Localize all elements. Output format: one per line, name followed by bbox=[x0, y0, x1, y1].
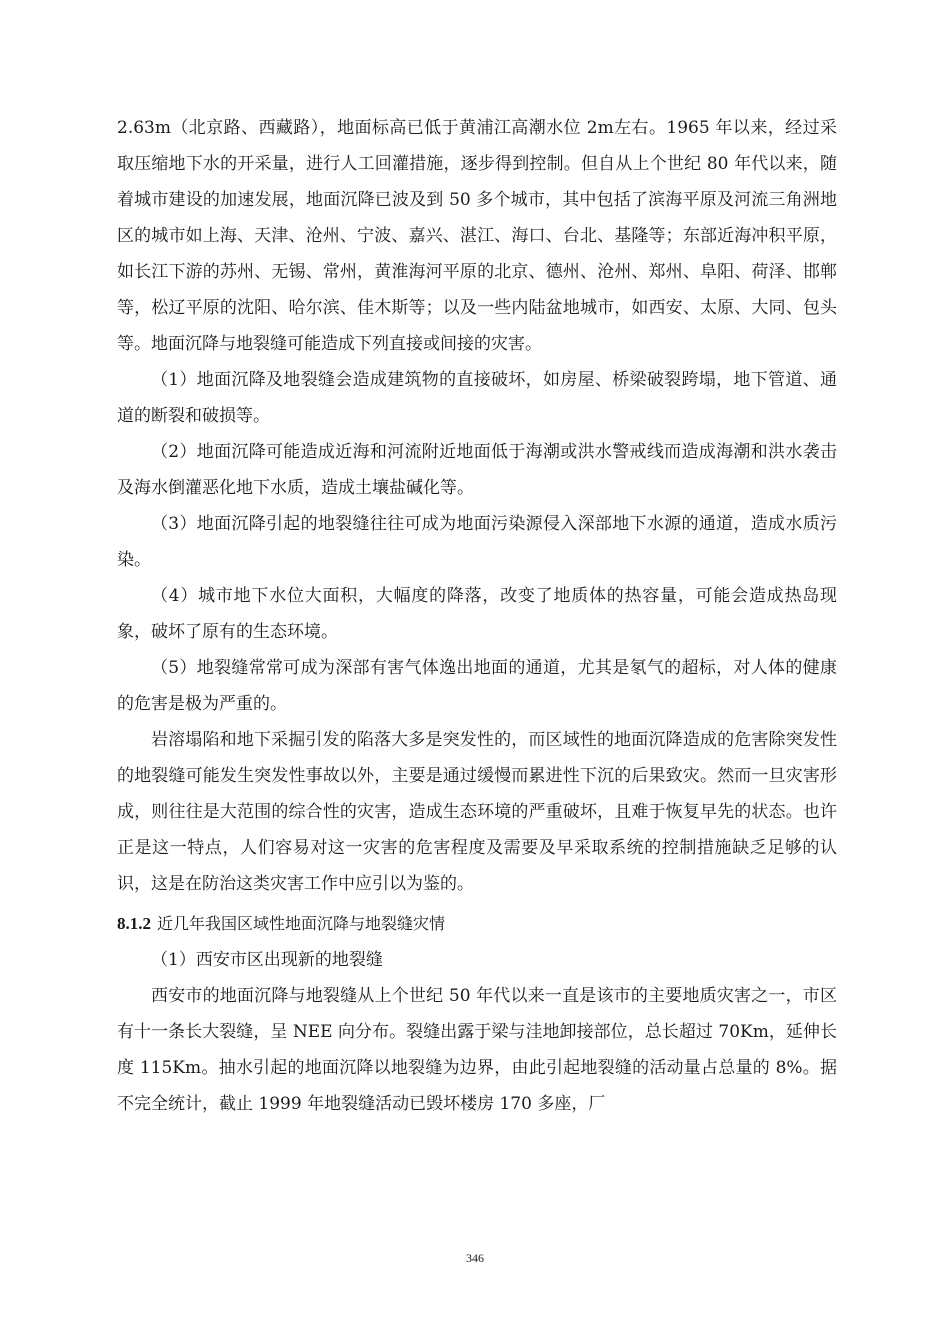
paragraph-shanghai-subsidence: 2.63m（北京路、西藏路），地面标高已低于黄浦江高潮水位 2m左右。1965 年以来，经过采取压缩地下水的开采量，进行人工回灌措施，逐步得到控制。但自从上个世纪 80 年代以来，随着城市建设的加速发展，地面沉降已波及到 50 多个城市，其中包括了滨海平原及河流三角洲地区的城市如上海、天津、沧州、宁波、嘉兴、湛江、海口、台北、基隆等；东部近海冲积平原，如长江下游的苏州、无锡、常州，黄淮海河平原的北京、德州、沧州、郑州、阜阳、荷泽、邯郸等，松辽平原的沈阳、哈尔滨、佳木斯等；以及一些内陆盆地城市，如西安、太原、大同、包头等。地面沉降与地裂缝可能造成下列直接或间接的灾害。 bbox=[117, 118, 837, 354]
section-title: 近几年我国区域性地面沉降与地裂缝灾情 bbox=[157, 914, 446, 933]
paragraph-xian-ground-fissures: 西安市的地面沉降与地裂缝从上个世纪 50 年代以来一直是该市的主要地质灾害之一，市区有十一条长大裂缝，呈 NEE 向分布。裂缝出露于梁与洼地卸接部位，总长超过 70Km，延伸长度 115Km。抽水引起的地面沉降以地裂缝为边界，由此引起地裂缝的活动量占总量的 8%。据不完全统计，截止 1999 年地裂缝活动已毁坏楼房 170 多座，厂 bbox=[117, 986, 837, 1114]
document-body bbox=[117, 110, 837, 1122]
section-heading bbox=[117, 906, 837, 942]
subsection-xian-title: （1）西安市区出现新的地裂缝 bbox=[151, 950, 383, 970]
paragraph-hazard-1: （1）地面沉降及地裂缝会造成建筑物的直接破坏，如房屋、桥梁破裂跨塌，地下管道、通道的断裂和破损等。 bbox=[117, 370, 837, 426]
paragraph-hazard-4: （4）城市地下水位大面积，大幅度的降落，改变了地质体的热容量，可能会造成热岛现象，破坏了原有的生态环境。 bbox=[117, 586, 837, 642]
paragraph-hazard-3: （3）地面沉降引起的地裂缝往往可成为地面污染源侵入深部地下水源的通道，造成水质污染。 bbox=[117, 514, 837, 570]
paragraph-hazard-2: （2）地面沉降可能造成近海和河流附近地面低于海潮或洪水警戒线而造成海潮和洪水袭击及海水倒灌恶化地下水质，造成土壤盐碱化等。 bbox=[117, 442, 837, 498]
paragraph-hazard-5: （5）地裂缝常常可成为深部有害气体逸出地面的通道，尤其是氡气的超标，对人体的健康的危害是极为严重的。 bbox=[117, 658, 837, 714]
paragraph-karst-collapse: 岩溶塌陷和地下采掘引发的陷落大多是突发性的，而区域性的地面沉降造成的危害除突发性的地裂缝可能发生突发性事故以外，主要是通过缓慢而累进性下沉的后果致灾。然而一旦灾害形成，则往往是大范围的综合性的灾害，造成生态环境的严重破坏，且难于恢复早先的状态。也许正是这一特点，人们容易对这一灾害的危害程度及需要及早采取系统的控制措施缺乏足够的认识，这是在防治这类灾害工作中应引以为鉴的。 bbox=[117, 730, 837, 894]
page-number: 346 bbox=[466, 1251, 484, 1265]
section-number: 8.1.2 bbox=[117, 914, 151, 933]
